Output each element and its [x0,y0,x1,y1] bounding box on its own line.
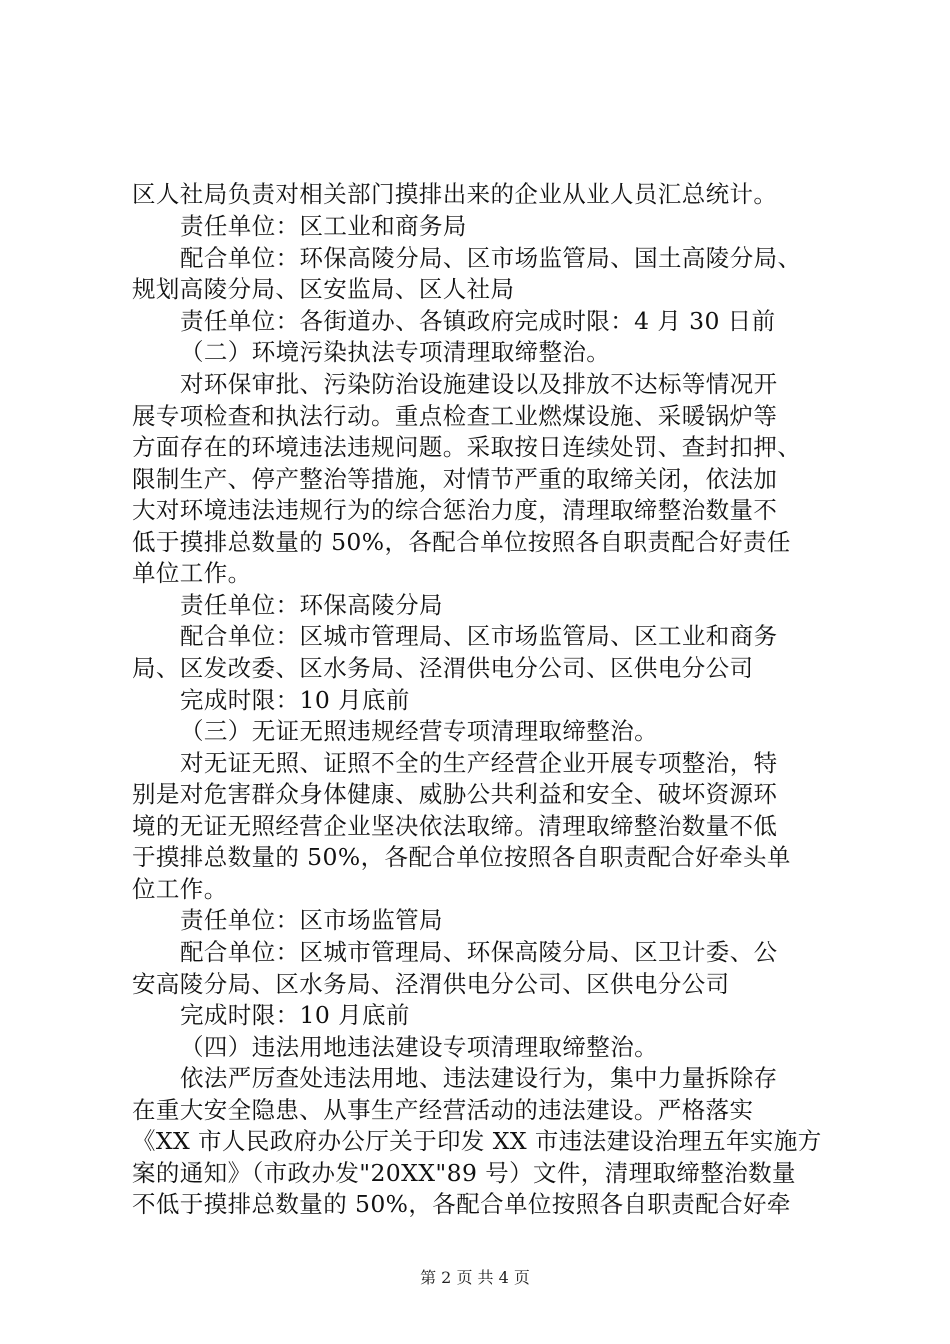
body-line: 责任单位：各街道办、各镇政府完成时限：4 月 30 日前 [180,307,776,335]
body-line: 责任单位：区工业和商务局 [180,212,467,240]
body-line: 大对环境违法违规行为的综合惩治力度，清理取缔整治数量不 [132,496,778,524]
body-line: 配合单位：区城市管理局、环保高陵分局、区卫计委、公 [180,938,778,966]
body-line: 对环保审批、污染防治设施建设以及排放不达标等情况开 [180,370,778,398]
body-line: 位工作。 [132,875,228,903]
body-line: 依法严厉查处违法用地、违法建设行为，集中力量拆除存 [180,1064,778,1092]
body-line: 对无证无照、证照不全的生产经营企业开展专项整治，特 [180,749,778,777]
body-line: 低于摸排总数量的 50%，各配合单位按照各自职责配合好责任 [132,528,791,556]
section-heading: （三）无证无照违规经营专项清理取缔整治。 [180,717,658,745]
body-line: 单位工作。 [132,559,252,587]
body-line: 责任单位：环保高陵分局 [180,591,443,619]
page-footer: 第 2 页 共 4 页 [420,1268,530,1287]
body-line: 规划高陵分局、区安监局、区人社局 [132,275,515,303]
body-line: 完成时限：10 月底前 [180,1001,410,1029]
body-line: 于摸排总数量的 50%，各配合单位按照各自职责配合好牵头单 [132,843,791,871]
body-line: 不低于摸排总数量的 50%，各配合单位按照各自职责配合好牵 [132,1190,791,1218]
body-line: 安高陵分局、区水务局、泾渭供电分公司、区供电分公司 [132,970,730,998]
body-line: 限制生产、停产整治等措施，对情节严重的取缔关闭，依法加 [132,465,778,493]
body-line: 《XX 市人民政府办公厅关于印发 XX 市违法建设治理五年实施方 [132,1127,822,1155]
body-line: 责任单位：区市场监管局 [180,906,443,934]
body-line: 方面存在的环境违法违规问题。采取按日连续处罚、查封扣押、 [132,433,802,461]
body-line: 在重大安全隐患、从事生产经营活动的违法建设。严格落实 [132,1096,754,1124]
body-line: 配合单位：区城市管理局、区市场监管局、区工业和商务 [180,622,778,650]
section-heading: （二）环境污染执法专项清理取缔整治。 [180,338,611,366]
body-line: 区人社局负责对相关部门摸排出来的企业从业人员汇总统计。 [132,180,778,208]
body-line: 案的通知》（市政办发"20XX"89 号）文件，清理取缔整治数量 [132,1159,796,1187]
section-heading: （四）违法用地违法建设专项清理取缔整治。 [180,1033,658,1061]
body-line: 别是对危害群众身体健康、威胁公共利益和安全、破坏资源环 [132,780,778,808]
body-line: 配合单位：环保高陵分局、区市场监管局、国土高陵分局、 [180,244,802,272]
body-line: 完成时限：10 月底前 [180,686,410,714]
body-line: 展专项检查和执法行动。重点检查工业燃煤设施、采暖锅炉等 [132,402,778,430]
body-line: 境的无证无照经营企业坚决依法取缔。清理取缔整治数量不低 [132,812,778,840]
body-line: 局、区发改委、区水务局、泾渭供电分公司、区供电分公司 [132,654,754,682]
